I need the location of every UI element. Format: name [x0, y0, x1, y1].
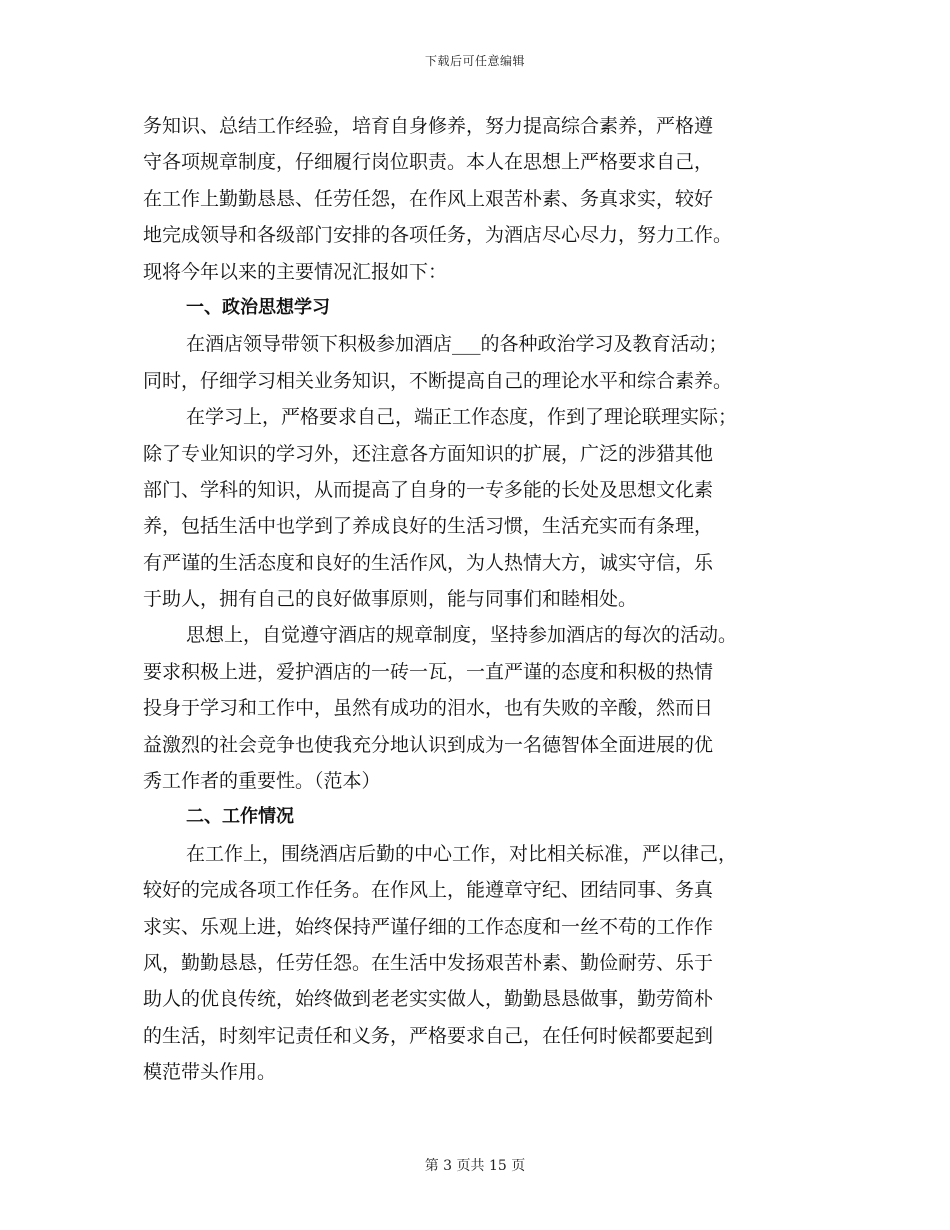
body-line: 要求积极上进，爱护酒店的一砖一瓦，一直严谨的态度和积极的热情: [143, 660, 714, 683]
body-line: 秀工作者的重要性。（范本）: [143, 770, 381, 793]
body-line: 模范带头作用。: [143, 1061, 277, 1084]
body-line: 在工作上勤勤恳恳、任劳任怨，在作风上艰苦朴素、务真求实，较好: [143, 187, 714, 210]
body-line: 较好的完成各项工作任务。在作风上，能遵章守纪、团结同事、务真: [143, 879, 714, 902]
body-line: 现将今年以来的主要情况汇报如下：: [143, 260, 448, 283]
body-line: 务知识、总结工作经验，培育自身修养，努力提高综合素养，严格遵: [143, 115, 714, 137]
document-body: [143, 108, 809, 1091]
body-line: 部门、学科的知识，从而提高了自身的一专多能的长处及思想文化素: [143, 478, 714, 501]
body-line: 思想上，自觉遵守酒店的规章制度，坚持参加酒店的每次的活动。: [186, 624, 738, 647]
section-heading: 二、工作情况: [186, 806, 294, 828]
body-line: 于助人，拥有自己的良好做事原则，能与同事们和睦相处。: [143, 588, 638, 611]
body-line: 的生活，时刻牢记责任和义务，严格要求自己，在任何时候都要起到: [143, 1024, 714, 1047]
section-heading: 一、政治思想学习: [186, 296, 330, 318]
body-line: 在酒店领导带领下积极参加酒店___的各种政治学习及教育活动；: [186, 333, 728, 356]
body-line: 助人的优良传统，始终做到老老实实做人，勤勤恳恳做事，勤劳简朴: [143, 988, 714, 1011]
body-line: 同时，仔细学习相关业务知识，不断提高自己的理论水平和综合素养。: [143, 369, 733, 392]
page-header: 下载后可任意编辑: [424, 54, 525, 68]
body-line: 在工作上，围绕酒店后勤的中心工作，对比相关标准，严以律己，: [186, 842, 738, 865]
body-line: 投身于学习和工作中，虽然有成功的泪水，也有失败的辛酸，然而日: [143, 697, 714, 720]
body-line: 风，勤勤恳恳，任劳任怨。在生活中发扬艰苦朴素、勤俭耐劳、乐于: [143, 951, 714, 974]
page-footer: 第 3 页共 15 页: [424, 1158, 526, 1174]
body-line: 有严谨的生活态度和良好的生活作风，为人热情大方，诚实守信，乐: [143, 551, 714, 574]
body-line: 地完成领导和各级部门安排的各项任务，为酒店尽心尽力，努力工作。: [143, 224, 733, 247]
body-line: 除了专业知识的学习外，还注意各方面知识的扩展，广泛的涉猎其他: [143, 442, 714, 465]
body-line: 养，包括生活中也学到了养成良好的生活习惯，生活充实而有条理，: [143, 515, 714, 538]
body-line: 求实、乐观上进，始终保持严谨仔细的工作态度和一丝不苟的工作作: [143, 915, 714, 938]
body-line: 在学习上，严格要求自己，端正工作态度，作到了理论联理实际；: [186, 406, 738, 429]
body-line: 益激烈的社会竞争也使我充分地认识到成为一名德智体全面进展的优: [143, 733, 714, 756]
body-line: 守各项规章制度，仔细履行岗位职责。本人在思想上严格要求自己，: [143, 151, 714, 174]
